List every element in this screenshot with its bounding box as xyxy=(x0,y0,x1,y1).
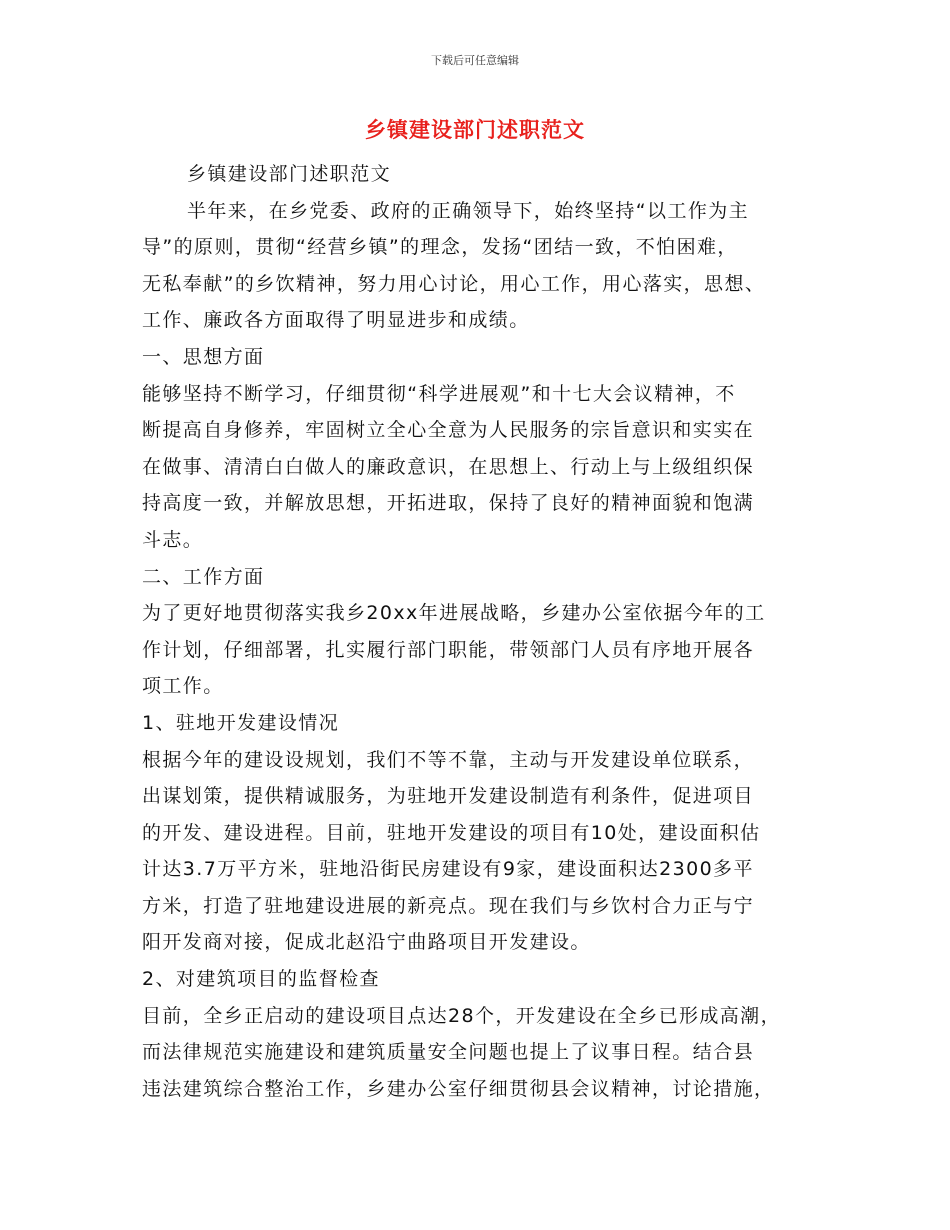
text-line: 一、思想方面 xyxy=(142,345,265,368)
text-line: 出谋划策，提供精诚服务，为驻地开发建设制造有利条件，促进项目 xyxy=(142,785,755,808)
text-line: 持高度一致，并解放思想，开拓进取，保持了良好的精神面貌和饱满 xyxy=(142,492,755,515)
text-line: 计达3.7万平方米，驻地沿街民房建设有9家，建设面积达2300多平 xyxy=(142,858,754,881)
text-line: 根据今年的建设设规划，我们不等不靠，主动与开发建设单位联系， xyxy=(142,748,755,771)
text-line: 能够坚持不断学习，仔细贯彻“科学进展观”和十七大会议精神，不 xyxy=(142,382,736,405)
text-line: 二、工作方面 xyxy=(142,565,265,588)
text-line: 的开发、建设进程。目前，驻地开发建设的项目有10处，建设面积估 xyxy=(142,821,761,844)
text-line: 1、驻地开发建设情况 xyxy=(142,711,340,734)
text-line: 乡镇建设部门述职范文 xyxy=(187,163,392,185)
text-line: 项工作。 xyxy=(142,675,224,698)
text-line: 而法律规范实施建设和建筑质量安全问题也提上了议事日程。结合县 xyxy=(142,1041,755,1064)
text-line: 作计划，仔细部署，扎实履行部门职能，带领部门人员有序地开展各 xyxy=(142,638,755,661)
text-line: 工作、廉政各方面取得了明显进步和成绩。 xyxy=(142,309,530,332)
text-line: 断提高自身修养，牢固树立全心全意为人民服务的宗旨意识和实实在 xyxy=(142,419,755,442)
text-line: 阳开发商对接，促成北赵沿宁曲路项目开发建设。 xyxy=(142,931,591,954)
text-line: 半年来，在乡党委、政府的正确领导下，始终坚持“以工作为主 xyxy=(187,199,750,222)
document-title: 乡镇建设部门述职范文 xyxy=(365,118,585,142)
text-line: 无私奉献”的乡饮精神，努力用心讨论，用心工作，用心落实，思想、 xyxy=(142,272,766,295)
text-line: 为了更好地贯彻落实我乡20xx年进展战略，乡建办公室依据今年的工 xyxy=(142,602,766,625)
text-line: 违法建筑综合整治工作，乡建办公室仔细贯彻县会议精神，讨论措施， xyxy=(142,1077,775,1100)
document-body xyxy=(142,156,822,1107)
header-note: 下载后可任意编辑 xyxy=(431,54,519,67)
text-line: 在做事、清清白白做人的廉政意识，在思想上、行动上与上级组织保 xyxy=(142,455,755,478)
text-line: 2、对建筑项目的监督检查 xyxy=(142,968,380,991)
text-line: 导”的原则，贯彻“经营乡镇”的理念，发扬“团结一致，不怕困难， xyxy=(142,236,738,259)
text-line: 斗志。 xyxy=(142,528,204,551)
text-line: 方米，打造了驻地建设进展的新亮点。现在我们与乡饮村合力正与宁 xyxy=(142,894,755,917)
text-line: 目前，全乡正启动的建设项目点达28个，开发建设在全乡已形成高潮， xyxy=(142,1004,781,1027)
